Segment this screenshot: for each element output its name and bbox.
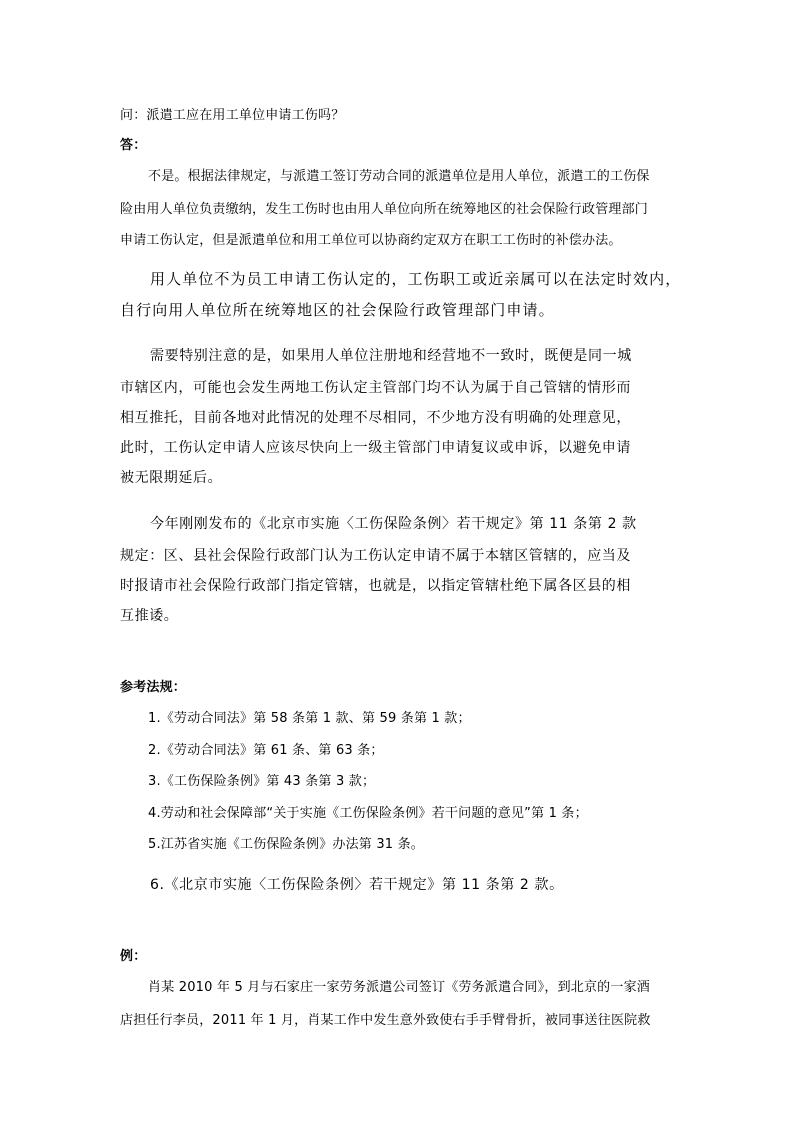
reference-item: 5.江苏省实施《工伤保险条例》办法第 31 条。	[148, 837, 425, 852]
question-line: 问：派遣工应在用工单位申请工伤吗？	[120, 108, 345, 123]
reference-item: 4.劳动和社会保障部“关于实施《工伤保险条例》若干问题的意见”第 1 条；	[148, 806, 588, 821]
paragraph-line: 规定：区、县社会保险行政部门认为工伤认定申请不属于本辖区管辖的，应当及	[120, 548, 631, 564]
paragraph-line: 需要特别注意的是，如果用人单位注册地和经营地不一致时，既便是同一城	[150, 348, 632, 364]
paragraph-line: 今年刚刚发布的《北京市实施〈工伤保险条例〉若干规定》第 11 条第 2 款	[150, 516, 637, 532]
paragraph-line: 被无限期延后。	[120, 470, 223, 486]
reference-item: 2.《劳动合同法》第 61 条、第 63 条；	[148, 743, 384, 758]
paragraph-line: 时报请市社会保险行政部门指定管辖，也就是，以指定管辖杜绝下属各区县的相	[120, 578, 631, 594]
answer-paragraph-line: 不是。根据法律规定，与派遣工签订劳动合同的派遣单位是用人单位，派遣工的工伤保	[148, 169, 650, 184]
answer-paragraph-line: 申请工伤认定，但是派遣单位和用工单位可以协商约定双方在职工工伤时的补偿办法。	[120, 233, 622, 248]
example-label: 例：	[120, 949, 147, 964]
answer-paragraph-line: 险由用人单位负责缴纳，发生工伤时也由用人单位向所在统筹地区的社会保险行政管理部门	[120, 202, 649, 217]
reference-item: 6.《北京市实施〈工伤保险条例〉若干规定》第 11 条第 2 款。	[150, 877, 564, 893]
paragraph-line: 此时，工伤认定申请人应该尽快向上一级主管部门申请复议或申诉，以避免申请	[120, 440, 631, 456]
paragraph-line: 自行向用人单位所在统筹地区的社会保险行政管理部门申请。	[120, 301, 555, 319]
reference-item: 1.《劳动合同法》第 58 条第 1 款、第 59 条第 1 款；	[148, 711, 471, 726]
references-title: 参考法规：	[120, 680, 187, 695]
example-paragraph-line: 店担任行李员，2011 年 1 月，肖某工作中发生意外致使右手手臂骨折，被同事送往医院救	[120, 1013, 651, 1028]
paragraph-line: 相互推托，目前各地对此情况的处理不尽相同，不少地方没有明确的处理意见，	[120, 410, 631, 426]
paragraph-line: 互推诿。	[120, 608, 179, 624]
paragraph-line: 市辖区内，可能也会发生两地工伤认定主管部门均不认为属于自己管辖的情形而	[120, 380, 631, 396]
reference-item: 3.《工伤保险条例》第 43 条第 3 款；	[148, 774, 376, 789]
paragraph-line: 用人单位不为员工申请工伤认定的，工伤职工或近亲属可以在法定时效内，	[150, 270, 682, 288]
answer-label: 答：	[120, 138, 147, 153]
example-paragraph-line: 肖某 2010 年 5 月与石家庄一家劳务派遣公司签订《劳务派遣合同》，到北京的一家酒	[148, 980, 650, 995]
